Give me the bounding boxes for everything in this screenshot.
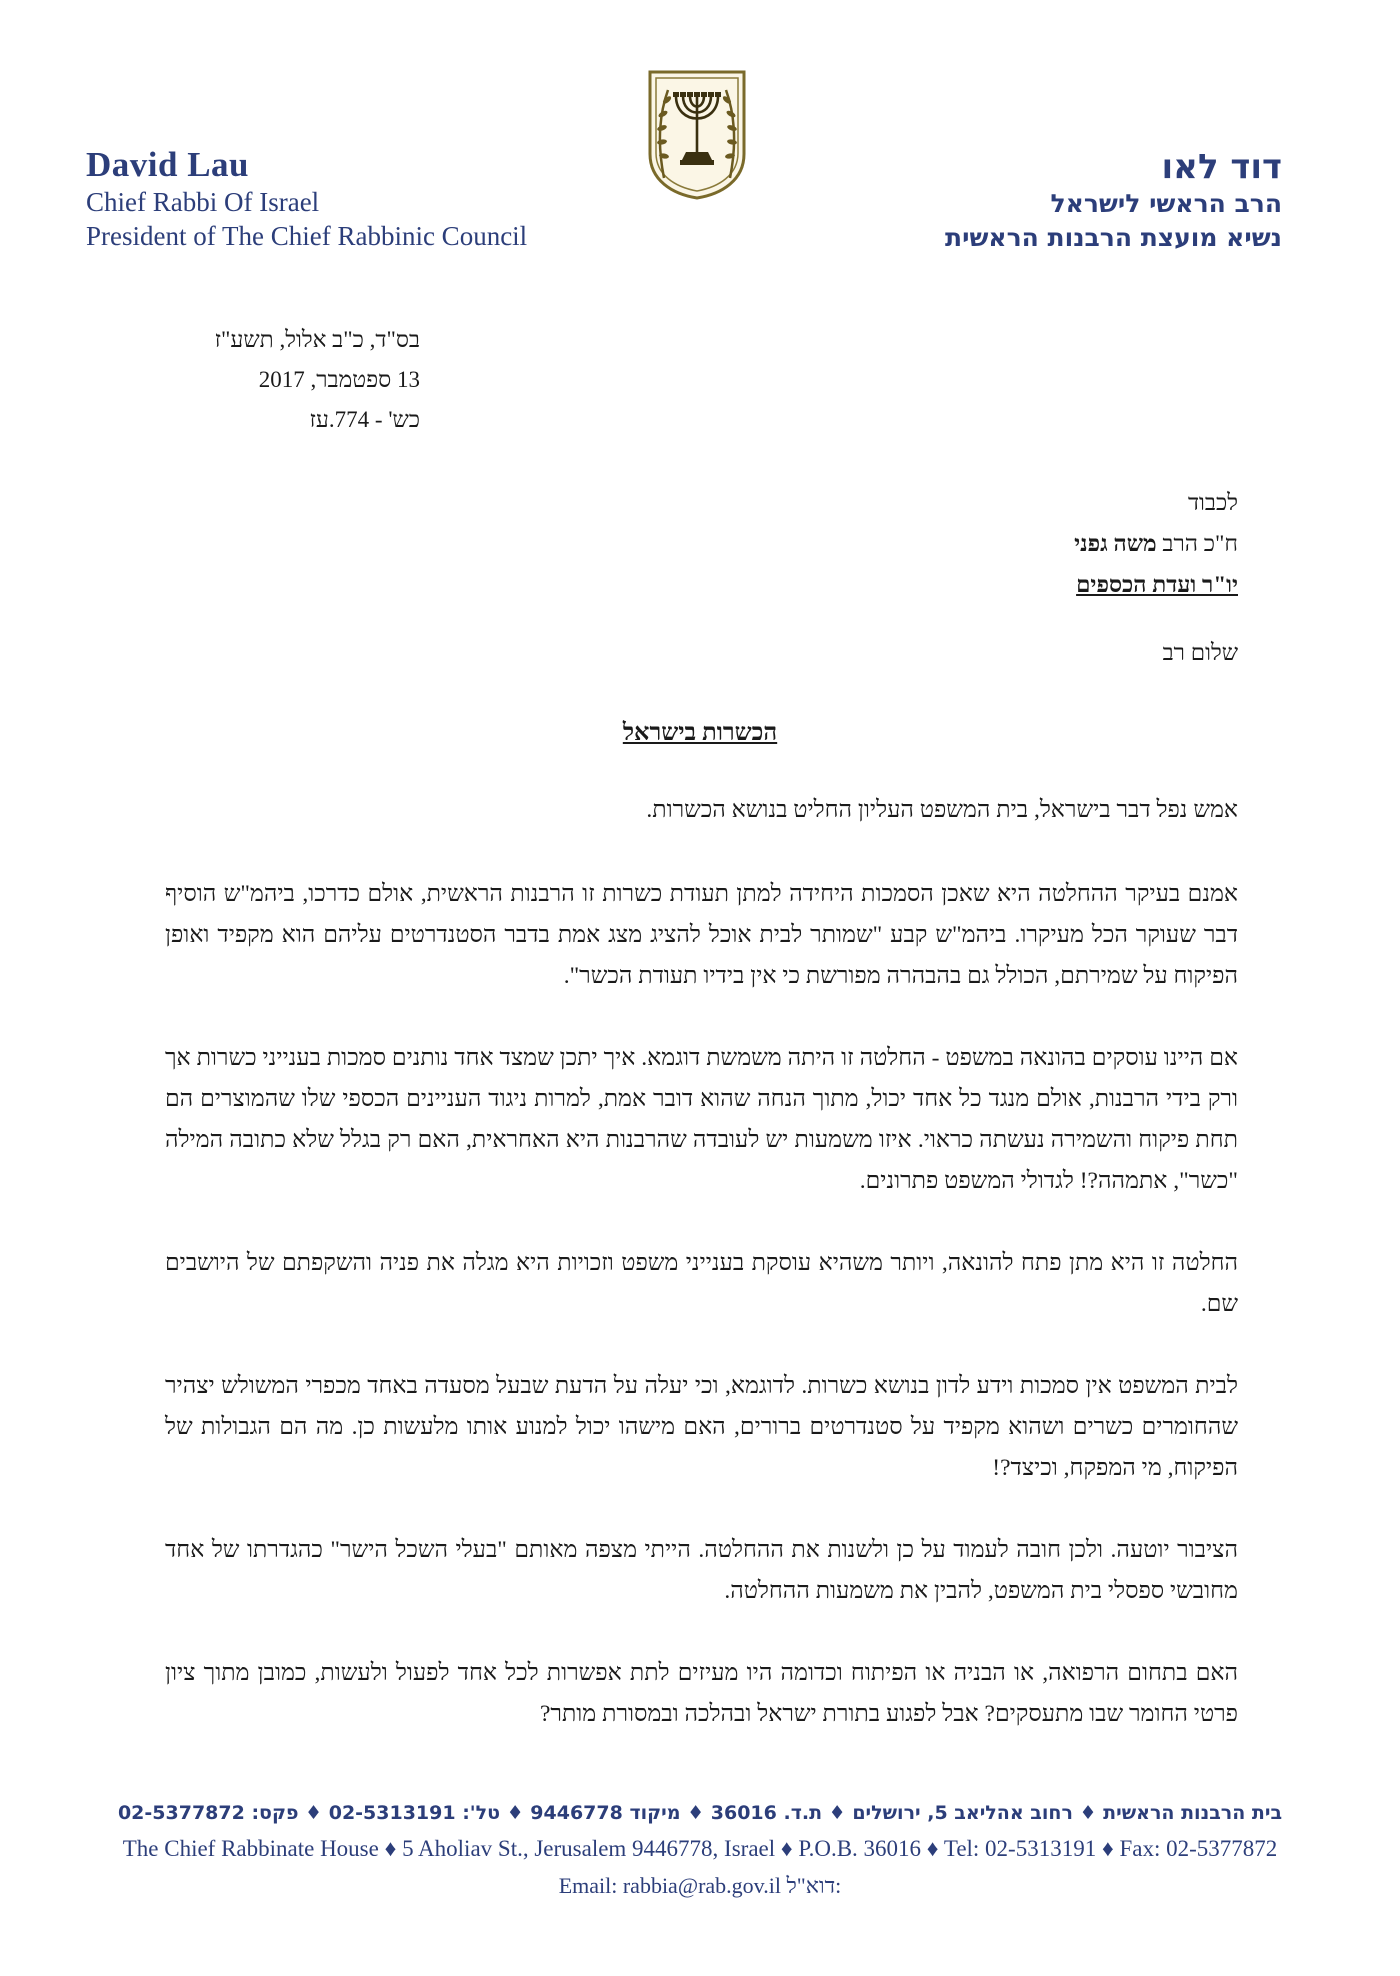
letterhead-english — [86, 145, 527, 253]
sender-role-he: נשיא מועצת הרבנות הראשית — [945, 223, 1282, 252]
sender-name-he: דוד לאו — [1161, 147, 1282, 187]
greeting: שלום רב — [1162, 640, 1238, 665]
addressee-prefix: ח"כ הרב — [1156, 531, 1238, 556]
body-paragraph: אם היינו עוסקים בהונאה במשפט - החלטה זו היתה משמשת דוגמא. איך יתכן שמצד אחד נותנים סמכות בענייני כשרות אך ורק בידי הרבנות, אולם מנגד כל אחד יכול, מתוך הנחה שהוא דובר אמת, למרות ניגוד העניינים הכספי שלו שהמוצרים הם תחת פיקוח והשמירה נעשתה כראוי. איזו משמעות יש לעובדה שהרבנות היא האחראית, האם רק בגלל שלא כתובה המילה "כשר", אתמהה?! לגדולי המשפט פתרונים. — [165, 1045, 1238, 1194]
civil-date: 13 ספטמבר, 2017 — [258, 367, 420, 392]
footer-email — [0, 1873, 1400, 1899]
sender-title-en: Chief Rabbi Of Israel — [86, 187, 320, 217]
state-emblem-menorah-icon — [642, 68, 752, 200]
addressee-salutation: לכבוד — [1187, 490, 1238, 515]
hebrew-date: בס"ד, כ"ב אלול, תשע"ז — [214, 327, 420, 352]
body-paragraph: אמנם בעיקר ההחלטה היא שאכן הסמכות היחידה למתן תעודת כשרות זו הרבנות הראשית, אולם כדרכו, ביהמ"ש הוסיף דבר שעוקר הכל מעיקרו. ביהמ"ש קבע "שמותר לבית אוכל להציג מצג אמת בדבר הסטנדרטים עליהם הוא מקפיד ואופן הפיקוח על שמירתם, הכולל גם בהבהרה מפורשת כי אין בידיו תעודת הכשר". — [165, 881, 1238, 989]
body-paragraph: לבית המשפט אין סמכות וידע לדון בנושא כשרות. לדוגמא, וכי יעלה על הדעת שבעל מסעדה באחד מכפרי המשולש יצהיר שהחומרים כשרים ושהוא מקפיד על סטנדרטים ברורים, האם מישהו יכול למנוע אותו מלעשות כן. מה הם הגבולות של הפיקוח, מי המפקח, וכיצד?! — [165, 1373, 1238, 1481]
addressee-position: יו"ר ועדת הכספים — [1076, 572, 1238, 597]
sender-role-en: President of The Chief Rabbinic Council — [86, 221, 528, 251]
body-paragraph: אמש נפל דבר בישראל, בית המשפט העליון החליט בנושא הכשרות. — [646, 797, 1238, 823]
letterhead-hebrew — [945, 147, 1282, 255]
sender-name-en: David Lau — [86, 145, 250, 184]
addressee-block — [1074, 482, 1238, 605]
letter-subject: הכשרות בישראל — [622, 720, 778, 746]
footer-address-hebrew: בית הרבנות הראשית ♦ רחוב אהליאב 5, ירושלים ♦ ת.ד. 36016 ♦ מיקוד 9446778 ♦ טל': 02-5313191 ♦ פקס: 02-5377872 — [117, 1802, 1283, 1824]
email-address[interactable]: Email: rabbia@rab.gov.il — [558, 1873, 781, 1898]
sender-title-he: הרב הראשי לישראל — [1050, 189, 1282, 218]
body-paragraph: החלטה זו היא מתן פתח להונאה, ויותר משהיא עוסקת בענייני משפט וזכויות היא מגלה את פניה והשקפתם של היושבים שם. — [165, 1250, 1238, 1317]
footer-address-english: The Chief Rabbinate House ♦ 5 Aholiav St., Jerusalem 9446778, Israel ♦ P.O.B. 36016 ♦ Tel: 02-5313191 ♦ Fax: 02-5377872 — [122, 1836, 1278, 1861]
reference-number: כש' - 774.עז — [309, 407, 420, 432]
body-paragraph: האם בתחום הרפואה, או הבניה או הפיתוח וכדומה היו מעיזים לתת אפשרות לכל אחד לפעול ולעשות, כמובן מתוך ציון פרטי החומר שבו מתעסקים? אבל לפגוע בתורת ישראל ובהלכה ובמסורת מותר? — [165, 1660, 1238, 1727]
addressee-name-line — [1074, 523, 1238, 564]
body-paragraph: הציבור יוטעה. ולכן חובה לעמוד על כן ולשנות את ההחלטה. הייתי מצפה מאותם "בעלי השכל הישר" כהגדרתו של אחד מחובשי ספסלי בית המשפט, להבין את משמעות ההחלטה. — [165, 1537, 1238, 1604]
letter-body — [165, 790, 1238, 1776]
email-label-hebrew: דוא"ל: — [786, 1873, 842, 1898]
addressee-name: משה גפני — [1074, 531, 1157, 556]
date-block — [150, 320, 420, 440]
